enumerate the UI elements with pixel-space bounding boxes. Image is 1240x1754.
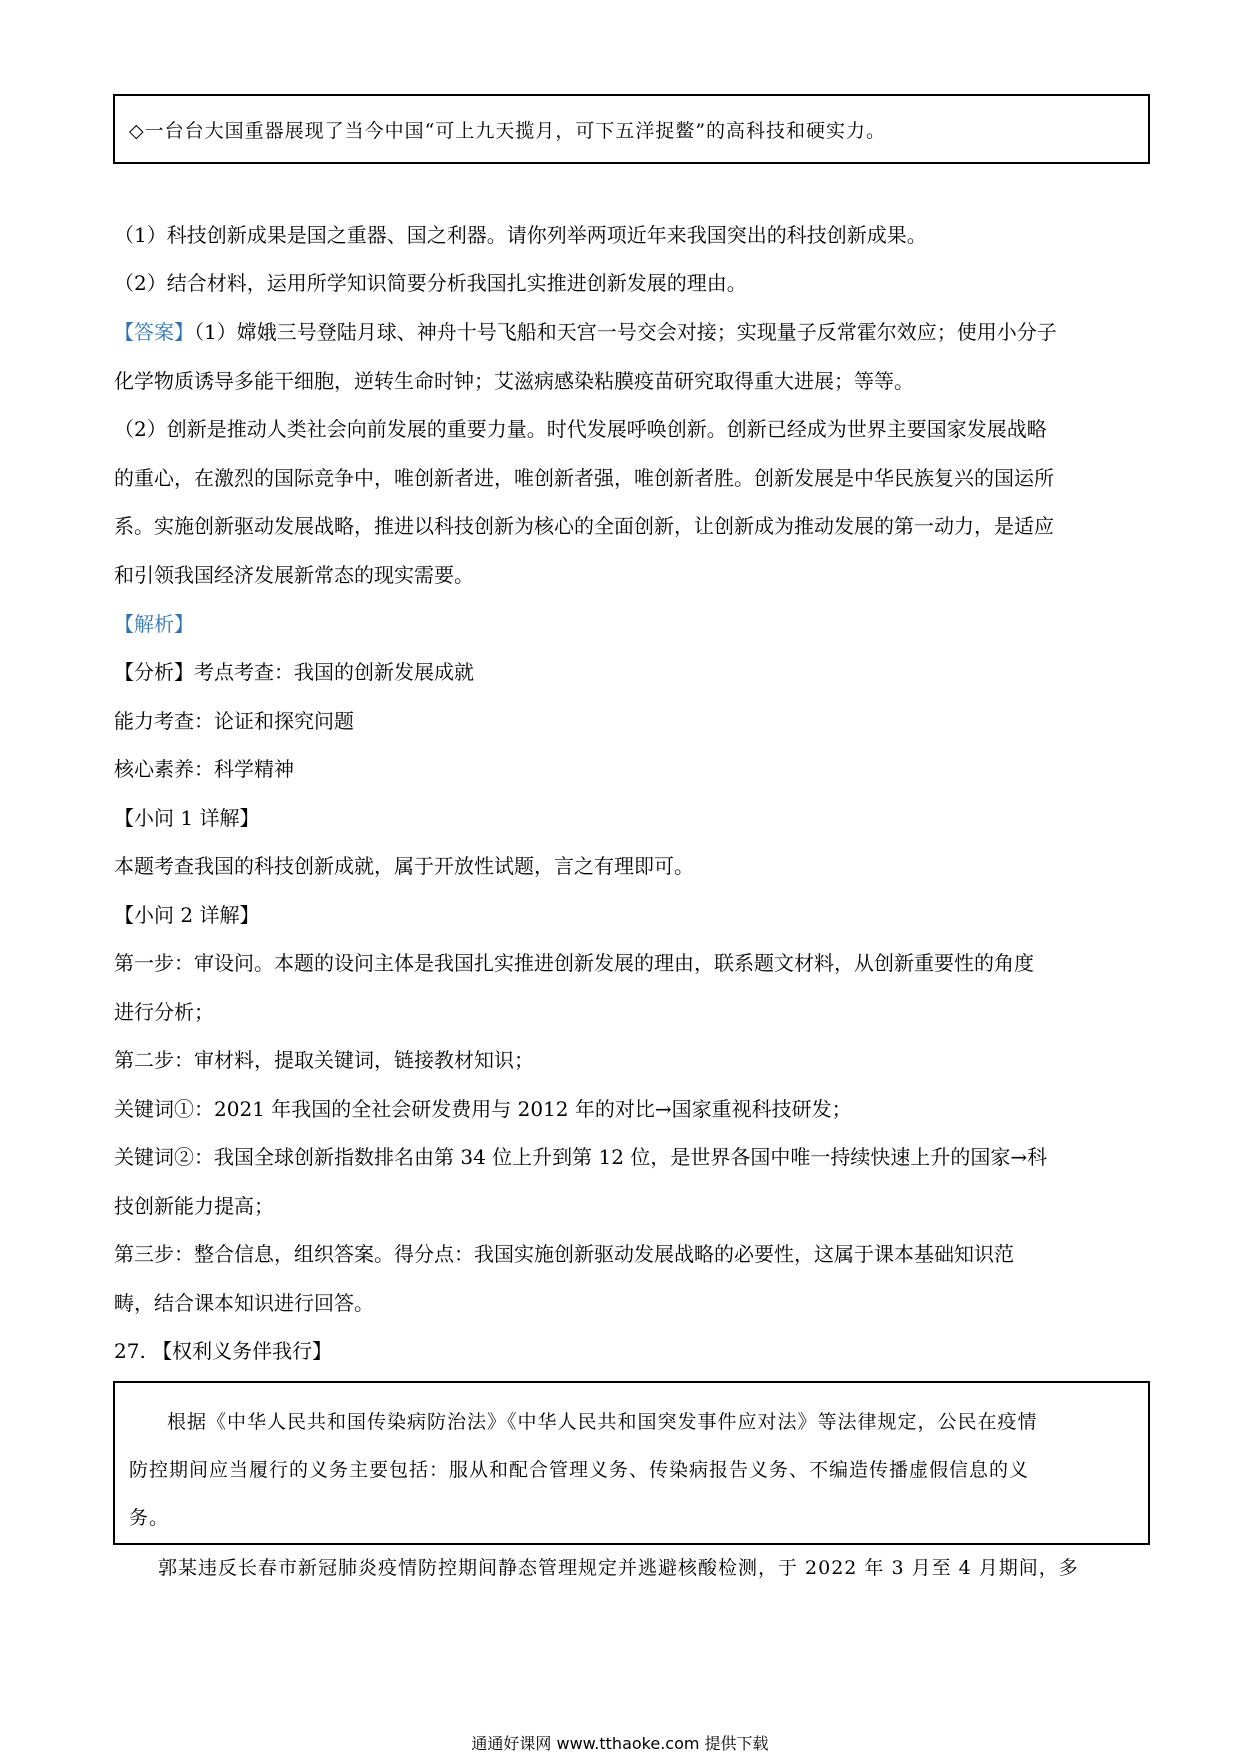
material-line: 务。 [129, 1507, 170, 1529]
analysis-line: 【小问 2 详解】 [114, 903, 260, 927]
answer-line-3: （2）创新是推动人类社会向前发展的重要力量。时代发展呼唤创新。创新已经成为世界主要国家发展战略 [114, 417, 1047, 441]
answer-line-1 [114, 322, 1057, 342]
analysis-line: 【小问 1 详解】 [114, 806, 260, 830]
analysis-line: 核心素养：科学精神 [114, 757, 294, 781]
analysis-line: 【分析】考点考查：我国的创新发展成就 [114, 660, 474, 684]
analysis-label: 【解析】 [114, 612, 194, 636]
case-text-line: 郭某违反长春市新冠肺炎疫情防控期间静态管理规定并逃避核酸检测，于 2022 年 3 月至 4 月期间，多 [158, 1557, 1079, 1579]
answer-line-5: 系。实施创新驱动发展战略，推进以科技创新为核心的全面创新，让创新成为推动发展的第一动力，是适应 [114, 514, 1054, 538]
material-line: 根据《中华人民共和国传染病防治法》《中华人民共和国突发事件应对法》等法律规定，公民在疫情 [167, 1411, 1038, 1433]
analysis-line: 畴，结合课本知识进行回答。 [114, 1291, 374, 1315]
analysis-line: 关键词②：我国全球创新指数排名由第 34 位上升到第 12 位，是世界各国中唯一持续快速上升的国家→科 [114, 1145, 1048, 1169]
question-1: （1）科技创新成果是国之重器、国之利器。请你列举两项近年来我国突出的科技创新成果。 [114, 223, 927, 247]
page-footer: 通通好课网 www.tthaoke.com 提供下载 [471, 1734, 769, 1753]
question-27-title: 27. 【权利义务伴我行】 [114, 1339, 333, 1363]
analysis-line: 能力考查：论证和探究问题 [114, 709, 354, 733]
answer-label: 【答案】 [114, 320, 194, 344]
analysis-line: 关键词①：2021 年我国的全社会研发费用与 2012 年的对比→国家重视科技研发； [114, 1097, 852, 1121]
analysis-line: 第一步：审设问。本题的设问主体是我国扎实推进创新发展的理由，联系题文材料，从创新重要性的角度 [114, 951, 1034, 975]
analysis-line: 本题考查我国的科技创新成就，属于开放性试题，言之有理即可。 [114, 854, 694, 878]
material-line: 防控期间应当履行的义务主要包括：服从和配合管理义务、传染病报告义务、不编造传播虚假信息的义 [129, 1459, 1030, 1481]
answer-line-6: 和引领我国经济发展新常态的现实需要。 [114, 563, 474, 587]
answer-1-text: （1）嫦娥三号登陆月球、神舟十号飞船和天宫一号交会对接；实现量子反常霍尔效应；使用小分子 [194, 320, 1057, 344]
analysis-line: 第三步：整合信息，组织答案。得分点：我国实施创新驱动发展战略的必要性，这属于课本基础知识范 [114, 1242, 1014, 1266]
answer-line-4: 的重心，在激烈的国际竞争中，唯创新者进，唯创新者强，唯创新者胜。创新发展是中华民族复兴的国运所 [114, 466, 1054, 490]
material-box-2 [113, 1381, 1150, 1545]
question-2: （2）结合材料，运用所学知识简要分析我国扎实推进创新发展的理由。 [114, 271, 747, 295]
analysis-line: 技创新能力提高； [114, 1194, 274, 1218]
material-box-1 [113, 94, 1150, 164]
analysis-line: 第二步：审材料，提取关键词，链接教材知识； [114, 1048, 534, 1072]
material-text: ◇一台台大国重器展现了当今中国“可上九天揽月，可下五洋捉鳖”的高科技和硬实力。 [129, 120, 887, 142]
analysis-line: 进行分析； [114, 1000, 214, 1024]
answer-line-2: 化学物质诱导多能干细胞，逆转生命时钟；艾滋病感染粘膜疫苗研究取得重大进展；等等。 [114, 369, 914, 393]
